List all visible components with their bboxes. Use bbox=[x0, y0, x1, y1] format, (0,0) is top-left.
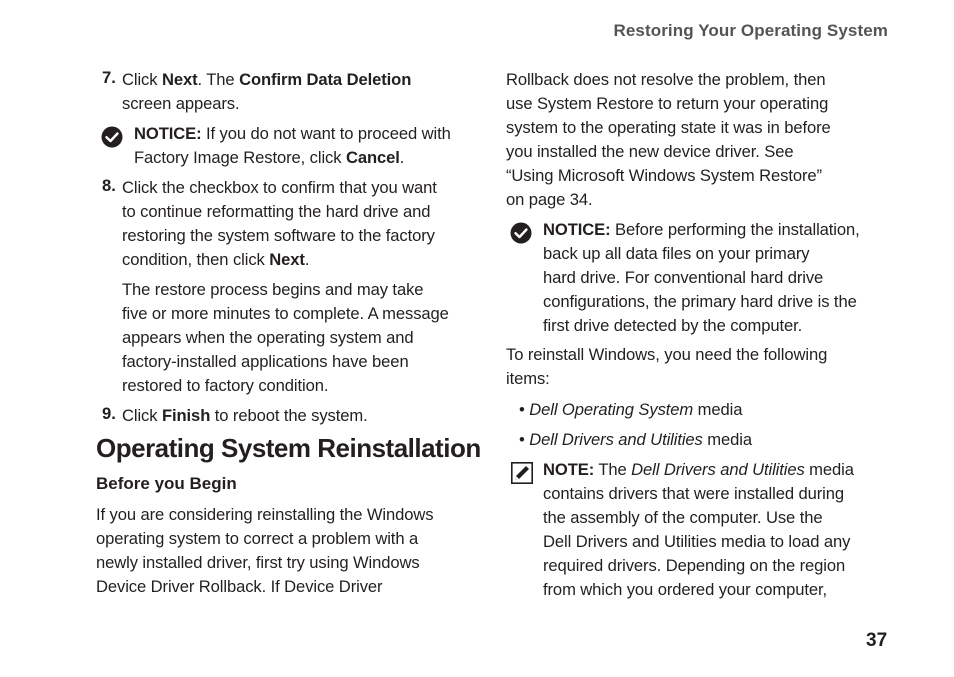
finish-label: Finish bbox=[161, 406, 211, 425]
paragraph-line: five or more minutes to complete. A message bbox=[122, 304, 449, 323]
paragraph-line: on page 34. bbox=[506, 190, 593, 209]
section-heading: Operating System Reinstallation bbox=[96, 433, 481, 463]
step-7-line-2: screen appears. bbox=[122, 94, 240, 113]
step-7-line-1 bbox=[122, 68, 411, 92]
step-9 bbox=[122, 404, 368, 428]
notice-icon bbox=[101, 126, 123, 148]
notice-1 bbox=[134, 122, 451, 170]
paragraph-line: The restore process begins and may take bbox=[122, 280, 424, 299]
restore-paragraph bbox=[122, 278, 449, 398]
paragraph-line: To reinstall Windows, you need the following bbox=[506, 345, 828, 364]
paragraph-line: system to the operating state it was in before bbox=[506, 118, 831, 137]
step-7-number: 7. bbox=[102, 68, 116, 87]
paragraph-line: appears when the operating system and bbox=[122, 328, 414, 347]
text: condition, then click bbox=[122, 250, 270, 269]
step-7 bbox=[122, 68, 411, 116]
text: media bbox=[804, 460, 854, 479]
text: Factory Image Restore, click bbox=[134, 148, 346, 167]
notice-label: NOTICE: bbox=[134, 124, 202, 143]
paragraph-line: required drivers. Depending on the region bbox=[543, 556, 846, 575]
media-name: Dell Operating System bbox=[529, 400, 694, 419]
paragraph-line: Dell Drivers and Utilities media to load any bbox=[543, 532, 851, 551]
paragraph-line: “Using Microsoft Windows System Restore” bbox=[506, 166, 822, 185]
paragraph-line: newly installed driver, first try using Windows bbox=[96, 553, 420, 572]
note bbox=[543, 458, 854, 602]
confirm-data-deletion-label: Confirm Data Deletion bbox=[239, 70, 412, 89]
step-8-line-3: restoring the system software to the factory bbox=[122, 226, 435, 245]
step-9-line-1 bbox=[122, 404, 368, 428]
paragraph-line: items: bbox=[506, 369, 550, 388]
text: If you do not want to proceed with bbox=[201, 124, 451, 143]
notice-label: NOTICE: bbox=[543, 220, 611, 239]
step-8-number: 8. bbox=[102, 176, 116, 195]
paragraph-line: If you are considering reinstalling the Windows bbox=[96, 505, 434, 524]
media-name: Dell Drivers and Utilities bbox=[631, 460, 805, 479]
notice-2 bbox=[543, 218, 860, 338]
paragraph-line: Device Driver Rollback. If Device Driver bbox=[96, 577, 383, 596]
notice-2-line-1 bbox=[543, 218, 860, 242]
page-number: 37 bbox=[866, 630, 888, 651]
text: . The bbox=[197, 70, 240, 89]
paragraph-line: factory-installed applications have been bbox=[122, 352, 409, 371]
step-8 bbox=[122, 176, 437, 272]
text: Before performing the installation, bbox=[610, 220, 860, 239]
paragraph-line: configurations, the primary hard drive is the bbox=[543, 292, 857, 311]
paragraph-line: back up all data files on your primary bbox=[543, 244, 810, 263]
paragraph-line: from which you ordered your computer, bbox=[543, 580, 828, 599]
bullet-item-1 bbox=[519, 398, 742, 422]
text: . bbox=[399, 148, 405, 167]
paragraph-line: you installed the new device driver. See bbox=[506, 142, 794, 161]
paragraph-line: the assembly of the computer. Use the bbox=[543, 508, 823, 527]
paragraph-line: Rollback does not resolve the problem, then bbox=[506, 70, 826, 89]
text: Click bbox=[122, 70, 162, 89]
rollback-paragraph bbox=[506, 68, 831, 212]
subsection-heading: Before you Begin bbox=[96, 474, 237, 493]
cancel-label: Cancel bbox=[345, 148, 400, 167]
step-8-line-4 bbox=[122, 248, 437, 272]
bullet-icon: • bbox=[519, 430, 525, 449]
note-label: NOTE: bbox=[543, 460, 595, 479]
media-name: Dell Drivers and Utilities bbox=[529, 430, 703, 449]
running-header: Restoring Your Operating System bbox=[613, 21, 888, 40]
text: media bbox=[702, 430, 752, 449]
intro-paragraph bbox=[96, 503, 434, 599]
paragraph-line: restored to factory condition. bbox=[122, 376, 329, 395]
bullet-item-2 bbox=[519, 428, 752, 452]
paragraph-line: contains drivers that were installed during bbox=[543, 484, 844, 503]
reinstall-paragraph bbox=[506, 343, 827, 391]
note-line-1 bbox=[543, 458, 854, 482]
paragraph-line: use System Restore to return your operating bbox=[506, 94, 829, 113]
next-label: Next bbox=[161, 70, 198, 89]
notice-1-line-1 bbox=[134, 122, 451, 146]
text: to reboot the system. bbox=[210, 406, 368, 425]
paragraph-line: hard drive. For conventional hard drive bbox=[543, 268, 824, 287]
notice-icon bbox=[510, 222, 532, 244]
paragraph-line: first drive detected by the computer. bbox=[543, 316, 803, 335]
note-icon bbox=[511, 462, 533, 484]
text: . bbox=[304, 250, 310, 269]
step-8-line-2: to continue reformatting the hard drive and bbox=[122, 202, 431, 221]
text: The bbox=[594, 460, 632, 479]
text: Click bbox=[122, 406, 162, 425]
text: media bbox=[693, 400, 743, 419]
step-9-number: 9. bbox=[102, 404, 116, 423]
next-label: Next bbox=[269, 250, 305, 269]
notice-1-line-2 bbox=[134, 146, 451, 170]
step-8-line-1: Click the checkbox to confirm that you want bbox=[122, 178, 437, 197]
bullet-icon: • bbox=[519, 400, 525, 419]
paragraph-line: operating system to correct a problem with a bbox=[96, 529, 419, 548]
